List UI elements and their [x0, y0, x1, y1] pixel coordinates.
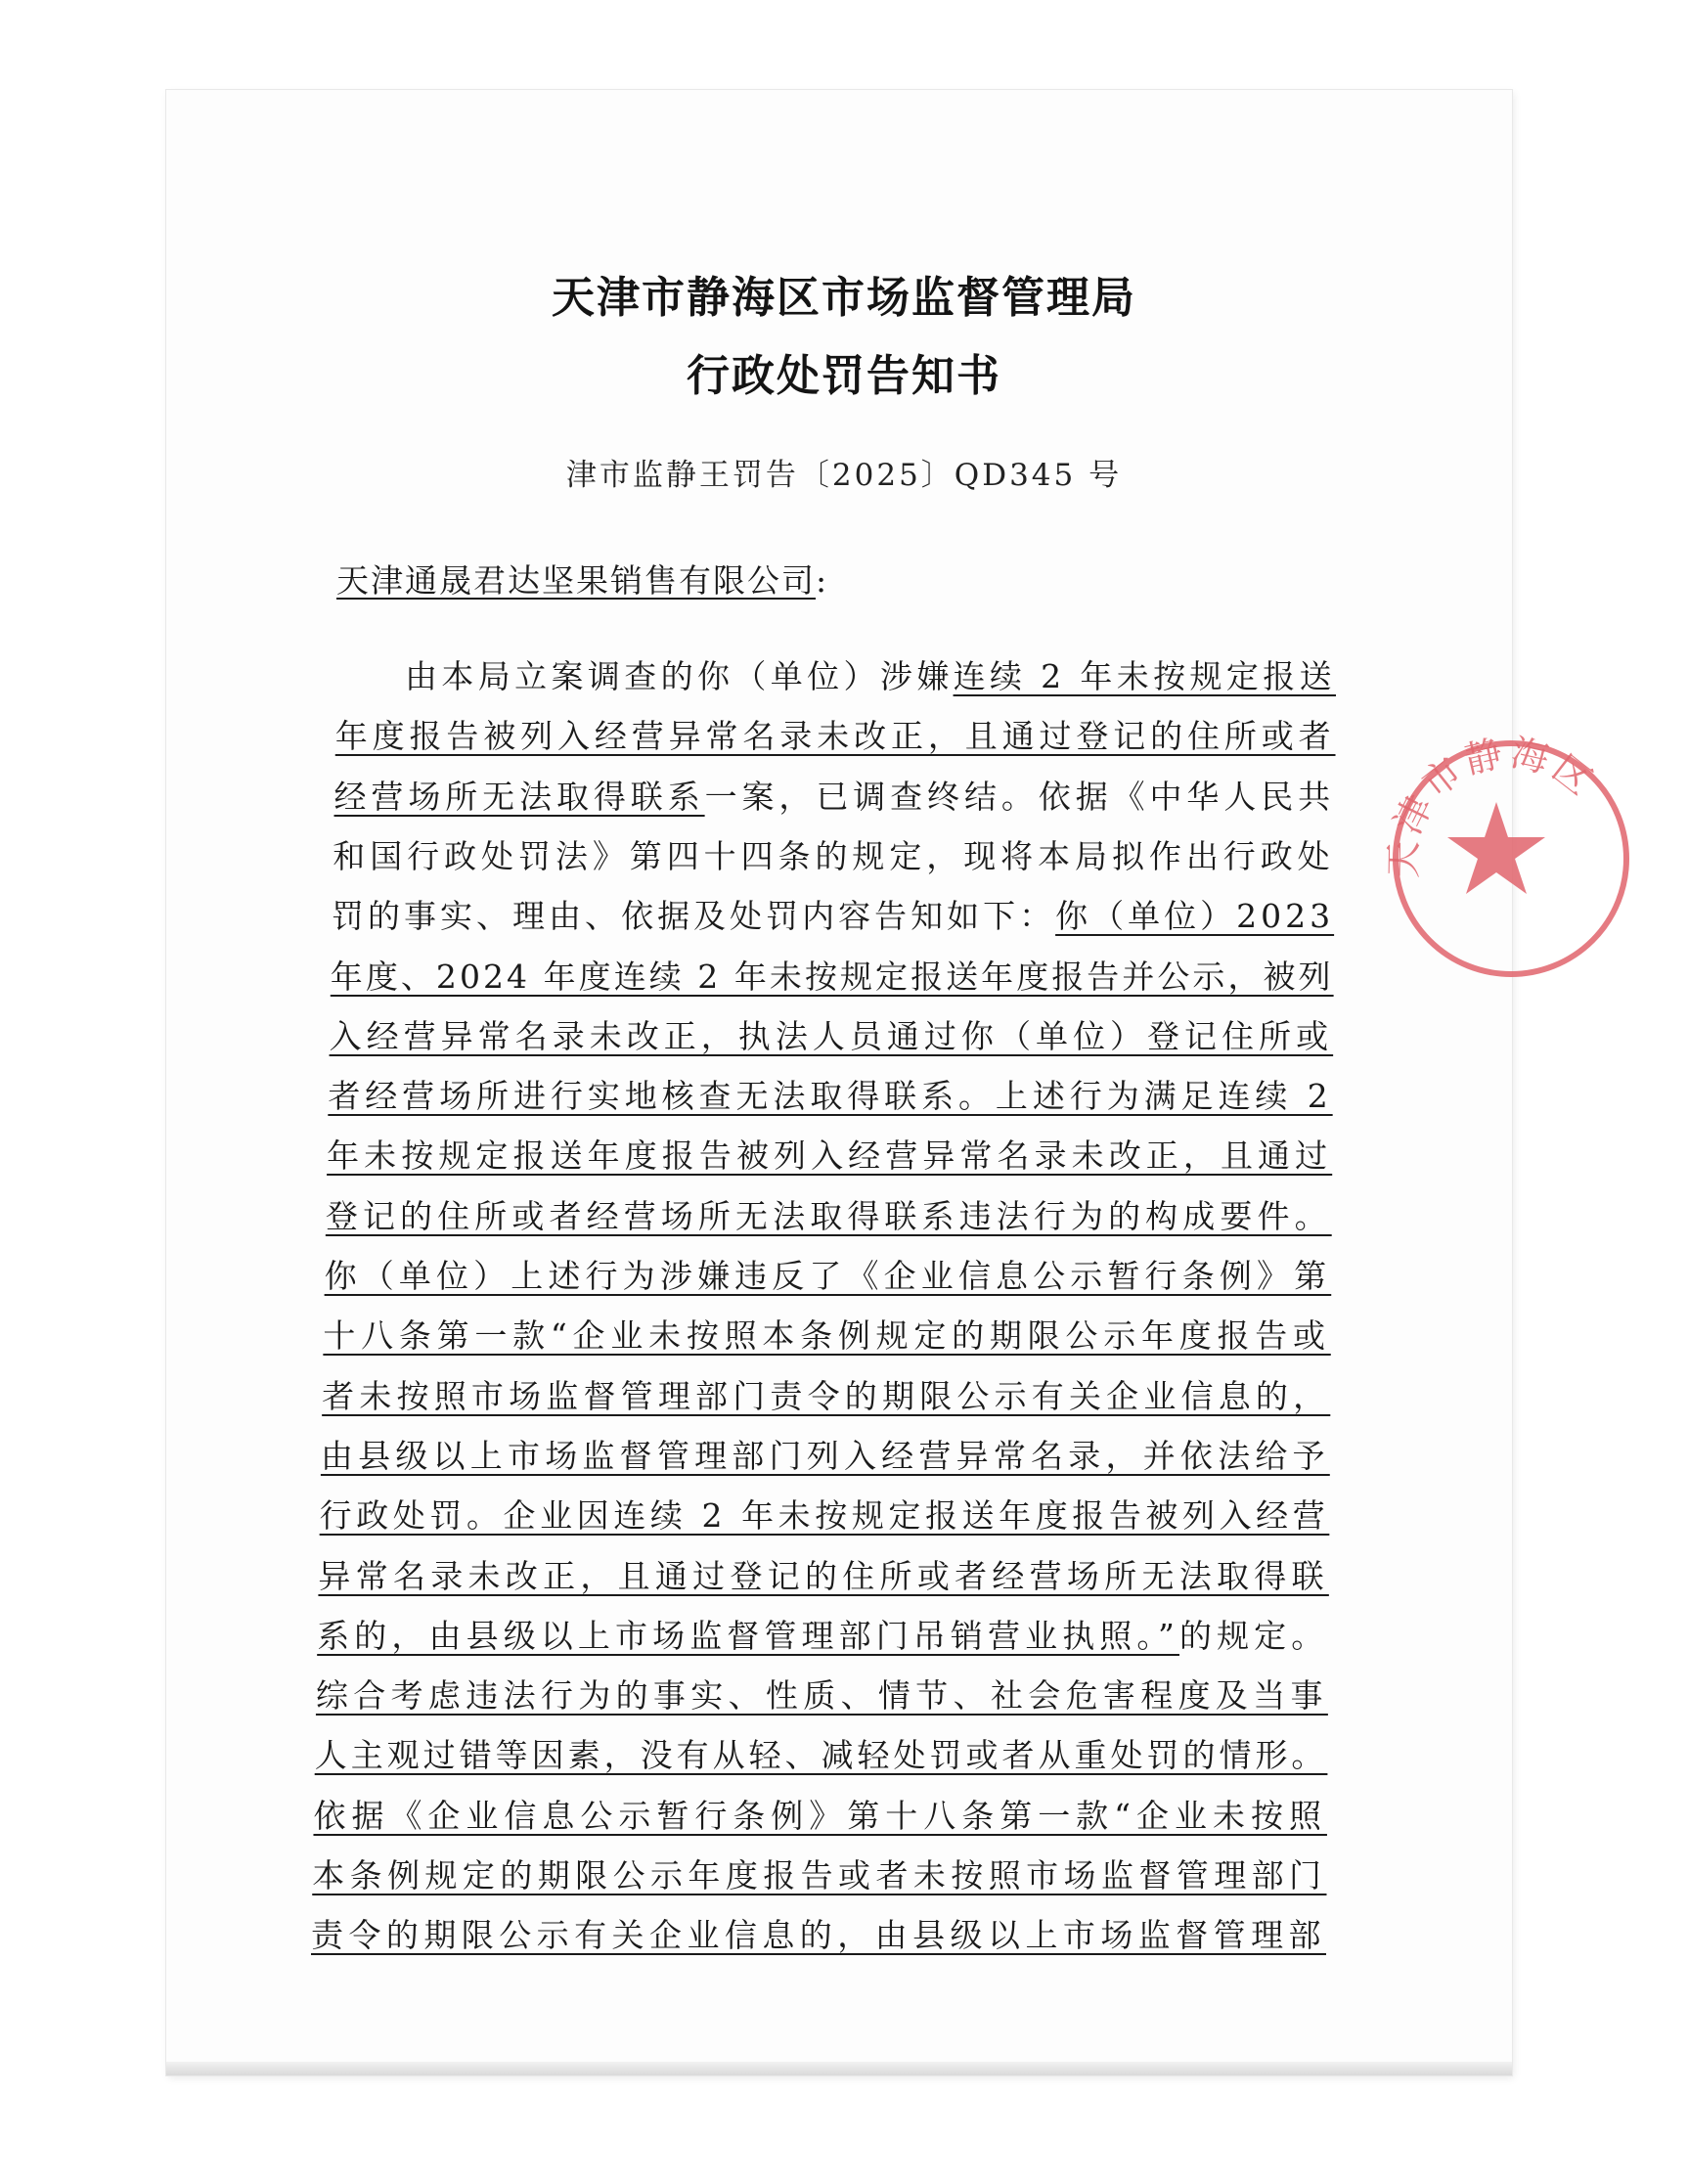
document-title-type: 行政处罚告知书 [687, 351, 1001, 401]
notice-body-line [320, 1491, 1330, 1537]
underlined-text-segment: 年度、2024 年度连续 2 年未按规定报送年度报告并公示，被列 [330, 957, 1334, 996]
underlined-text-segment: 你（单位）2023 [1055, 897, 1335, 936]
notice-body-line [328, 1071, 1332, 1117]
notice-body-line [327, 1131, 1332, 1177]
notice-body-line [325, 1251, 1332, 1297]
notice-body-line [333, 831, 1334, 877]
notice-body-line [334, 772, 1336, 818]
underlined-text-segment: 责令的期限公示有关企业信息的，由县级以上市场监督管理部 [311, 1916, 1326, 1955]
notice-body-line [313, 1791, 1326, 1837]
page-bottom-edge [166, 2062, 1512, 2075]
underlined-text-segment: 依据《企业信息公示暂行条例》第十八条第一款“企业未按照 [313, 1796, 1327, 1835]
underlined-text-segment: 登记的住所或者经营场所无法取得联系违法行为的构成要件。 [325, 1196, 1332, 1235]
underlined-text-segment: 者经营场所进行实地核查无法取得联系。上述行为满足连续 2 [328, 1077, 1333, 1116]
underlined-text-segment: 经营场所无法取得联系 [333, 777, 705, 816]
text-segment: 由本局立案调查的你（单位）涉嫌 [405, 657, 954, 695]
notice-body-line [322, 1371, 1330, 1417]
document-title-authority: 天津市静海区市场监督管理局 [552, 273, 1136, 323]
notice-body-line [316, 1671, 1328, 1716]
underlined-text-segment: 人主观过错等因素，没有从轻、减轻处罚或者从重处罚的情形。 [314, 1736, 1328, 1775]
addressee [336, 556, 828, 602]
seal-text: 天津市静海区 [1381, 731, 1604, 879]
notice-body-line [405, 651, 1336, 697]
underlined-text-segment: 异常名录未改正，且通过登记的住所或者经营场所无法取得联 [318, 1556, 1329, 1595]
notice-body-line [315, 1730, 1328, 1776]
notice-body-line [335, 711, 1336, 757]
underlined-text-segment: 由县级以上市场监督管理部门列入经营异常名录，并依法给予 [320, 1436, 1330, 1475]
notice-body-line [332, 891, 1334, 937]
underlined-text-segment: 你（单位）上述行为涉嫌违反了《企业信息公示暂行条例》第 [324, 1257, 1332, 1295]
underlined-text-segment: 行政处罚。企业因连续 2 年未按规定报送年度报告被列入经营 [319, 1496, 1330, 1536]
underlined-text-segment: 本条例规定的期限公示年度报告或者未按照市场监督管理部门 [312, 1856, 1327, 1894]
addressee-name: 天津通晟君达坚果销售有限公司 [336, 561, 816, 600]
underlined-text-segment: 连续 2 年未按规定报送 [953, 657, 1337, 695]
notice-body-line [321, 1431, 1330, 1477]
notice-body-line [323, 1311, 1330, 1357]
seal-star-icon [1447, 802, 1545, 894]
notice-body-line [326, 1191, 1332, 1237]
underlined-text-segment: 者未按照市场监督管理部门责令的期限公示有关企业信息的， [322, 1376, 1331, 1415]
addressee-colon: : [816, 561, 829, 600]
underlined-text-segment: 综合考虑违法行为的事实、性质、情节、社会危害程度及当事 [315, 1676, 1328, 1716]
underlined-text-segment: 十八条第一款“企业未按照本条例规定的期限公示年度报告或 [323, 1316, 1331, 1356]
text-segment: 和国行政处罚法》第四十四条的规定，现将本局拟作出行政处 [333, 836, 1335, 875]
notice-body-line [330, 1011, 1334, 1057]
text-segment: 一案，已调查终结。依据《中华人民共 [704, 777, 1336, 816]
official-seal-stamp [1359, 712, 1653, 1005]
text-segment: 的规定。 [1178, 1616, 1329, 1655]
notice-body-line [317, 1611, 1328, 1657]
document-number: 津市监静王罚告〔2025〕QD345 号 [565, 458, 1123, 493]
text-segment: 罚的事实、理由、依据及处罚内容告知如下： [332, 897, 1056, 936]
underlined-text-segment: 系的，由县级以上市场监督管理部门吊销营业执照。” [317, 1616, 1179, 1655]
notice-body-line [312, 1850, 1326, 1896]
notice-body-line [311, 1910, 1326, 1956]
underlined-text-segment: 年未按规定报送年度报告被列入经营异常名录未改正，且通过 [327, 1137, 1333, 1176]
underlined-text-segment: 年度报告被列入经营异常名录未改正，且通过登记的住所或者 [334, 717, 1336, 756]
notice-body-line [331, 952, 1334, 998]
underlined-text-segment: 入经营异常名录未改正，执法人员通过你（单位）登记住所或 [329, 1016, 1334, 1055]
notice-body-line [318, 1551, 1328, 1597]
